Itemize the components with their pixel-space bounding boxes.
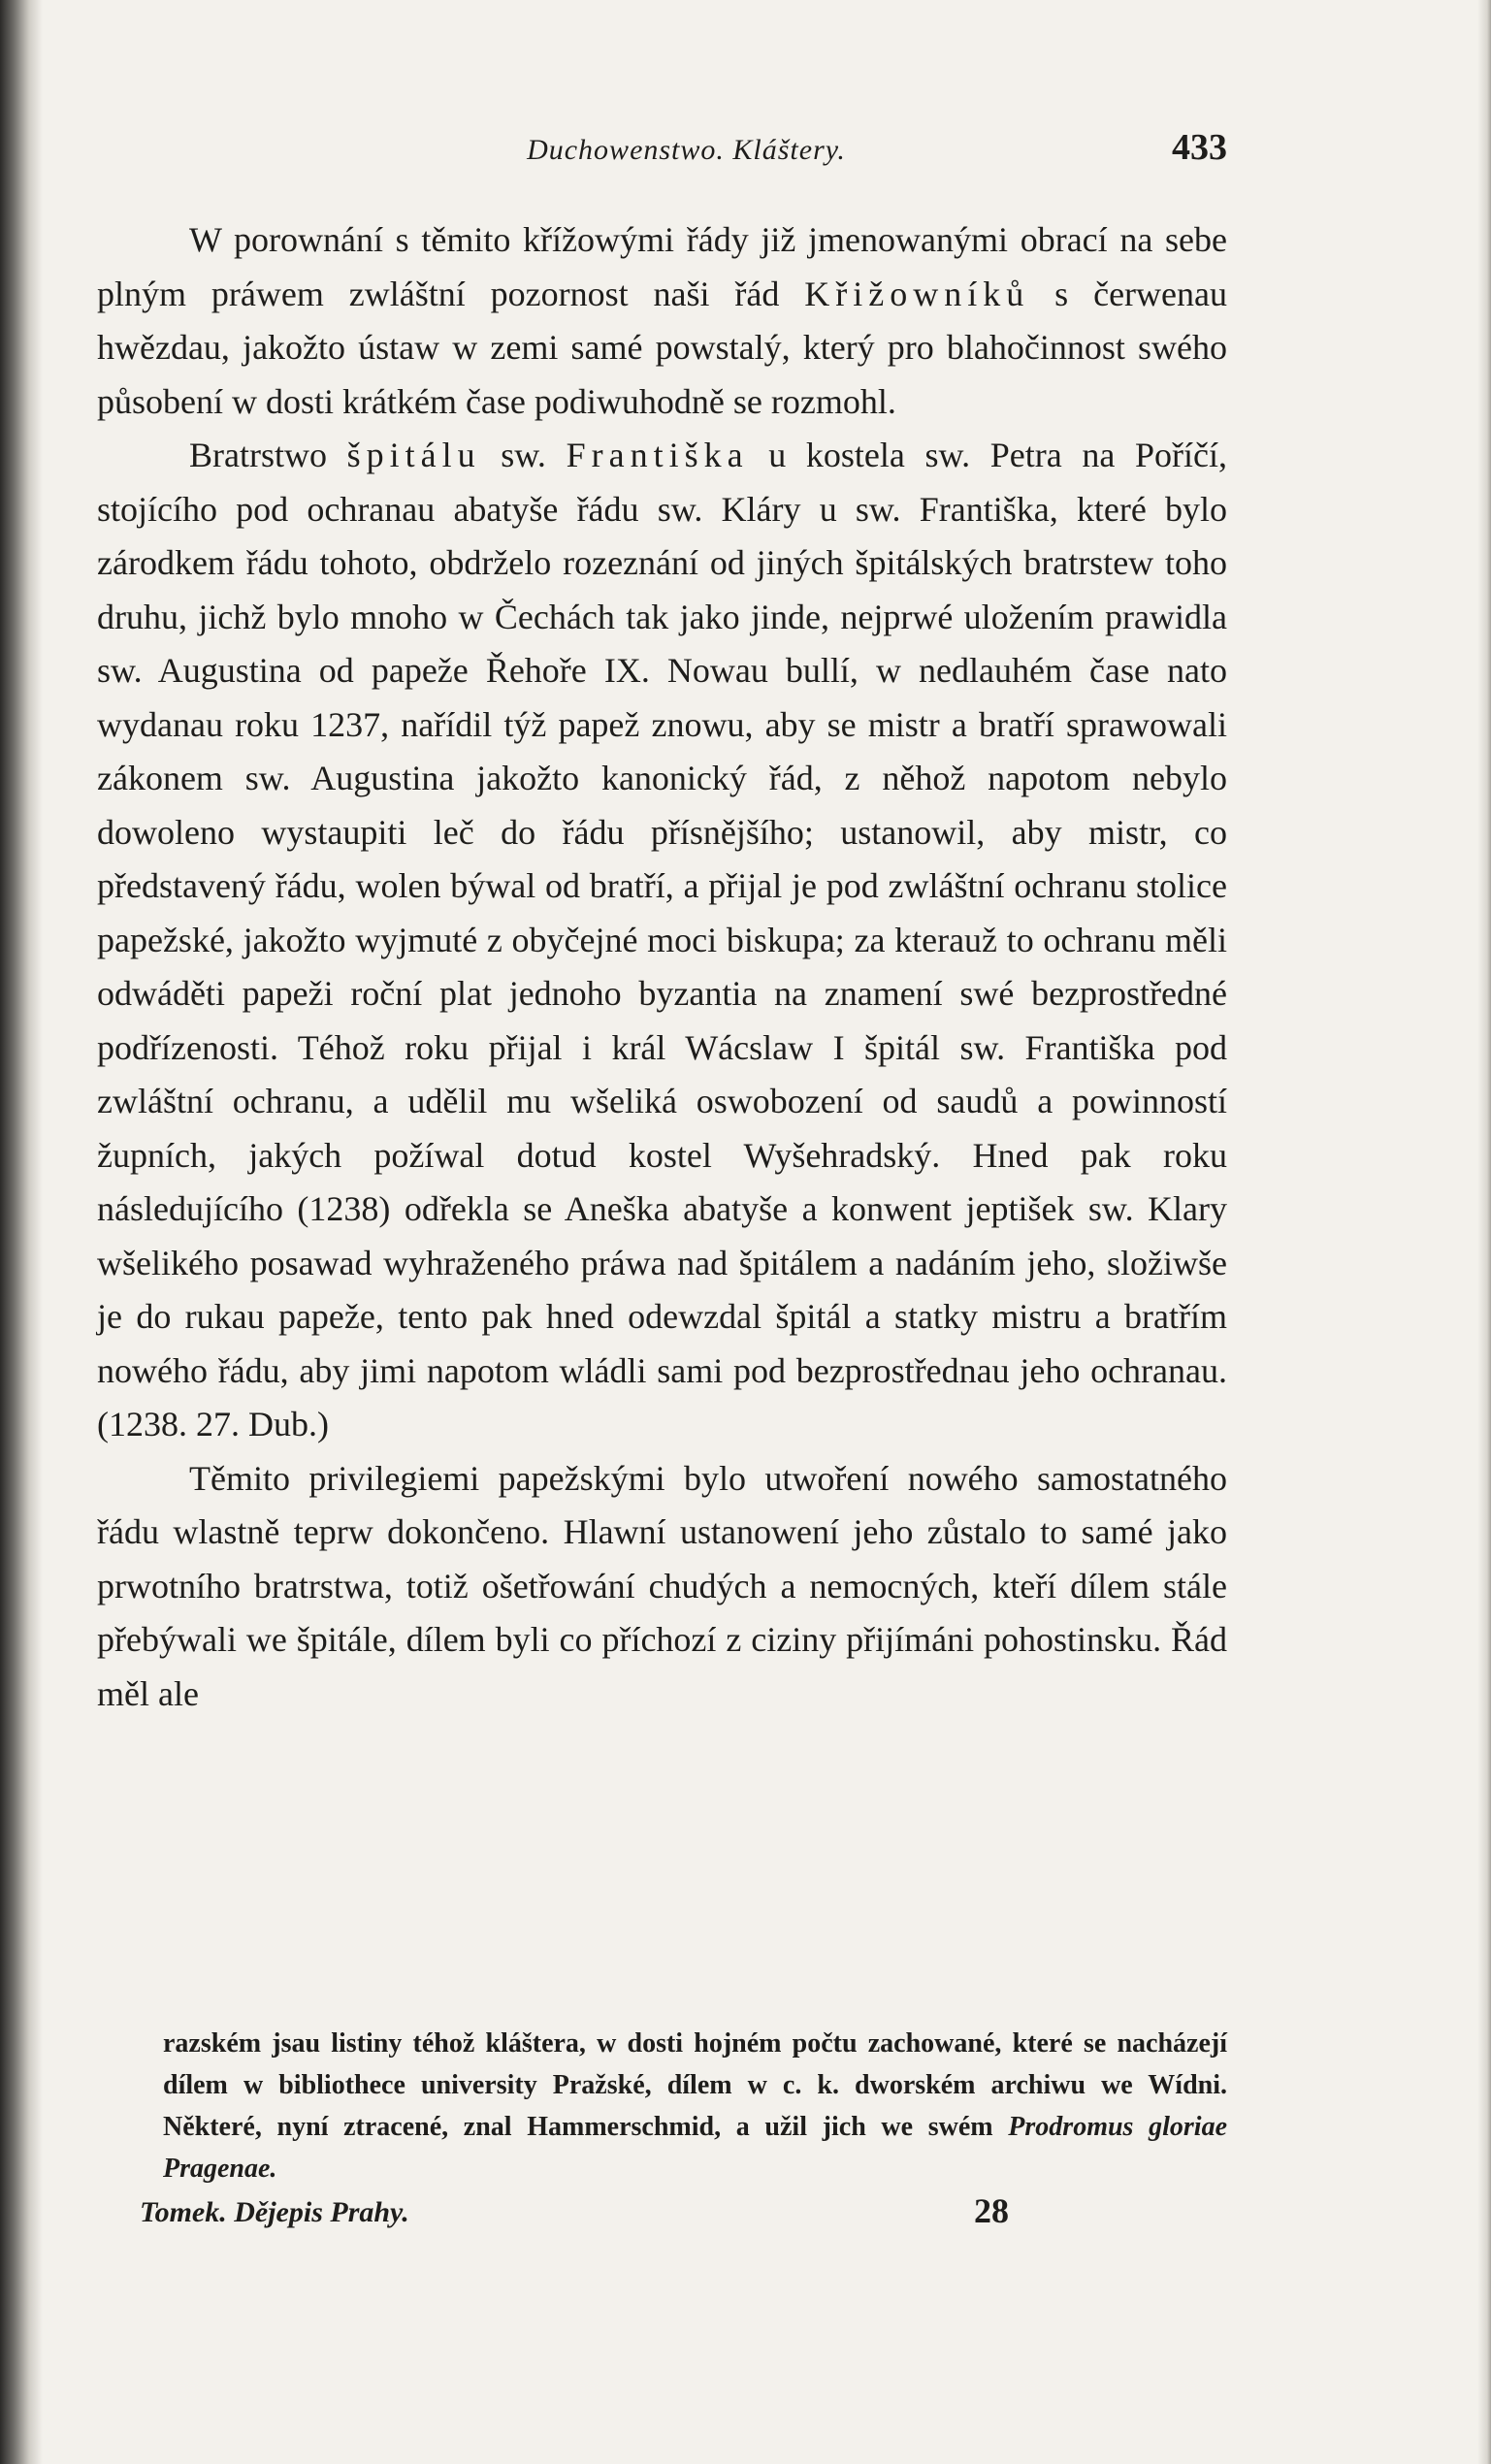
spaced-term-frantiska: Františka	[566, 436, 749, 474]
paragraph-1	[97, 213, 1227, 429]
paragraph-1-text-a: W porownání s těmito křížowými řády již jmenowanými obrací na sebe plným práwem zwláštní pozornost naši řád	[97, 220, 1227, 313]
paragraph-2	[97, 429, 1227, 1452]
paragraph-2-text-a: Bratrstwo	[189, 436, 347, 474]
footnote-paragraph	[163, 2023, 1227, 2189]
spaced-term-krizownici: Křižowníků	[804, 274, 1030, 313]
page-number: 433	[1172, 127, 1227, 168]
page-edge-right	[1477, 0, 1491, 2464]
page-edge-left	[0, 0, 43, 2464]
footnote	[163, 2023, 1227, 2189]
paragraph-1-text-b: s čerwenau hwězdau, jakožto ústaw w zemi samé powstalý, který pro blahočinnost swého působení w dosti krátkém čase podiwuhodně se rozmohl.	[97, 274, 1227, 421]
body-text	[97, 213, 1227, 1721]
spaced-term-spitalu: špitálu	[346, 436, 481, 474]
paragraph-3: Těmito privilegiemi papežskými bylo utwoření nowého samostatného řádu wlastně teprw dokončeno. Hlawní ustanowení jeho zůstalo to samé jako prwotního bratrstwa, totiž ošetřowání chudých a nemocných, kteří dílem stále přebýwali we špitále, dílem byli co příchozí z ciziny přijímáni pohostinsku. Řád měl ale	[97, 1458, 1227, 1713]
paragraph-2-text-c: u kostela sw. Petra na Poříčí, stojícího pod ochranau abatyše řádu sw. Kláry u sw. Františka, které bylo zárodkem řádu tohoto, obdrželo rozeznání od jiných špitálských bratrstew toho druhu, jichž bylo mnoho w Čechách tak jako jinde, nejprwé uložením prawidla sw. Augustina od papeže Řehoře IX. Nowau bullí, w nedlauhém čase nato wydanau roku 1237, nařídil týž papež znowu, aby se mistr a bratří sprawowali zákonem sw. Augustina jakožto kanonický řád, z něhož napotom nebylo dowoleno wystaupiti leč do řádu přísnějšího; ustanowil, aby mistr, co představený řádu, wolen býwal od bratří, a přijal je pod zwláštní ochranu stolice papežské, jakožto wyjmuté z obyčejné moci biskupa; za kterauž to ochranu měli odwáděti papeži roční plat jednoho byzantia na znamení swé bezprostředné podřízenosti. Téhož roku přijal i král Wácslaw I špitál sw. Františka pod zwláštní ochranu, a udělil mu wšeliká oswobození od saudů a powinností župních, jakých požíwal dotud kostel Wyšehradský. Hned pak roku následujícího (1238) odřekla se Aneška abatyše a konwent jeptišek sw. Klary wšelikého posawad wyhraženého práwa nad špitálem a nadáním jeho, složiwše je do rukau papeže, tento pak hned odewzdal špitál a statky mistru a bratřím nowého řádu, aby jimi napotom wládli sami pod bezprostřednau jeho ochranau. (1238. 27. Dub.)	[97, 436, 1227, 1443]
paragraph-2-text-b: sw.	[480, 436, 567, 474]
printer-signature: Tomek. Dějepis Prahy.	[140, 2196, 409, 2228]
running-head: Duchowenstwo. Kláštery.	[527, 134, 846, 166]
signature-number: 28	[974, 2191, 1009, 2230]
footnote-book-title: Prodromus gloriae Pragenae.	[163, 2112, 1227, 2184]
page-header	[146, 126, 1227, 184]
footnote-text: razském jsau listiny téhož kláštera, w dosti hojném počtu zachowané, které se nacházejí dílem w bibliothece university Pražské, dílem w c. k. dworském archiwu we Wídni. Některé, nyní ztracené, znal Hammerschmid, a užil jich we swém	[163, 2028, 1227, 2142]
